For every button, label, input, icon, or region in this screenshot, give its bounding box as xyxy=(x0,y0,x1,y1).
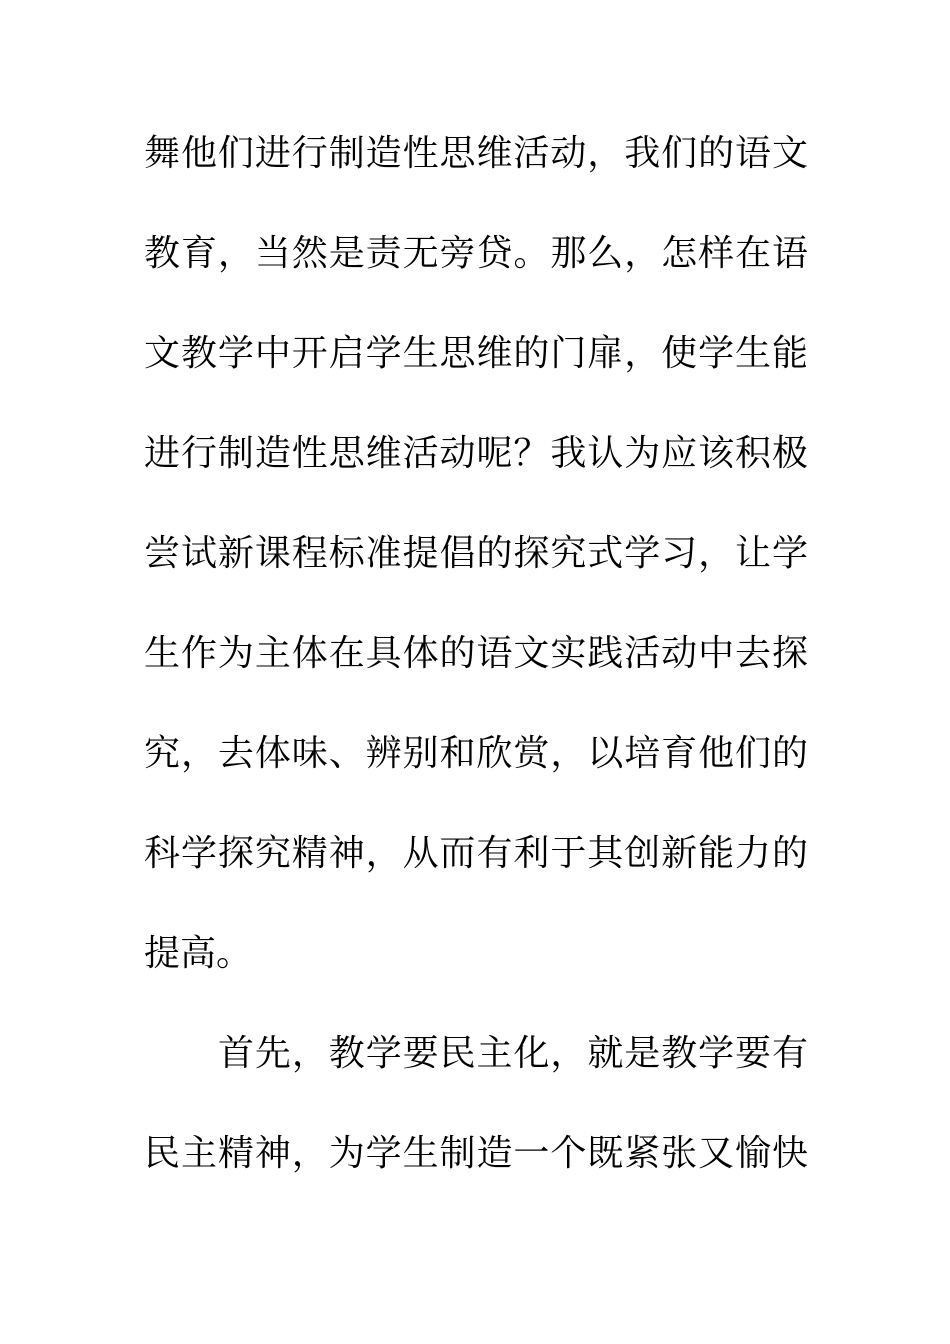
text-line-9: 提高。 xyxy=(144,933,253,974)
text-line-11: 民主精神，为学生制造一个既紧张又愉快 xyxy=(144,1133,808,1174)
text-line-7: 究，去体味、辨别和欣赏，以培育他们的 xyxy=(144,733,808,774)
text-line-3: 文教学中开启学生思维的门扉，使学生能 xyxy=(144,333,808,374)
text-line-1: 舞他们进行制造性思维活动，我们的语文 xyxy=(144,133,808,174)
body-text xyxy=(144,118,808,1218)
text-line-10: 首先，教学要民主化，就是教学要有 xyxy=(218,1033,808,1074)
text-line-2: 教育，当然是责无旁贷。那么，怎样在语 xyxy=(144,233,808,274)
text-line-8: 科学探究精神，从而有利于其创新能力的 xyxy=(144,833,808,874)
text-line-4: 进行制造性思维活动呢？我认为应该积极 xyxy=(144,433,808,474)
text-line-6: 生作为主体在具体的语文实践活动中去探 xyxy=(144,633,808,674)
text-line-5: 尝试新课程标准提倡的探究式学习，让学 xyxy=(144,533,808,574)
